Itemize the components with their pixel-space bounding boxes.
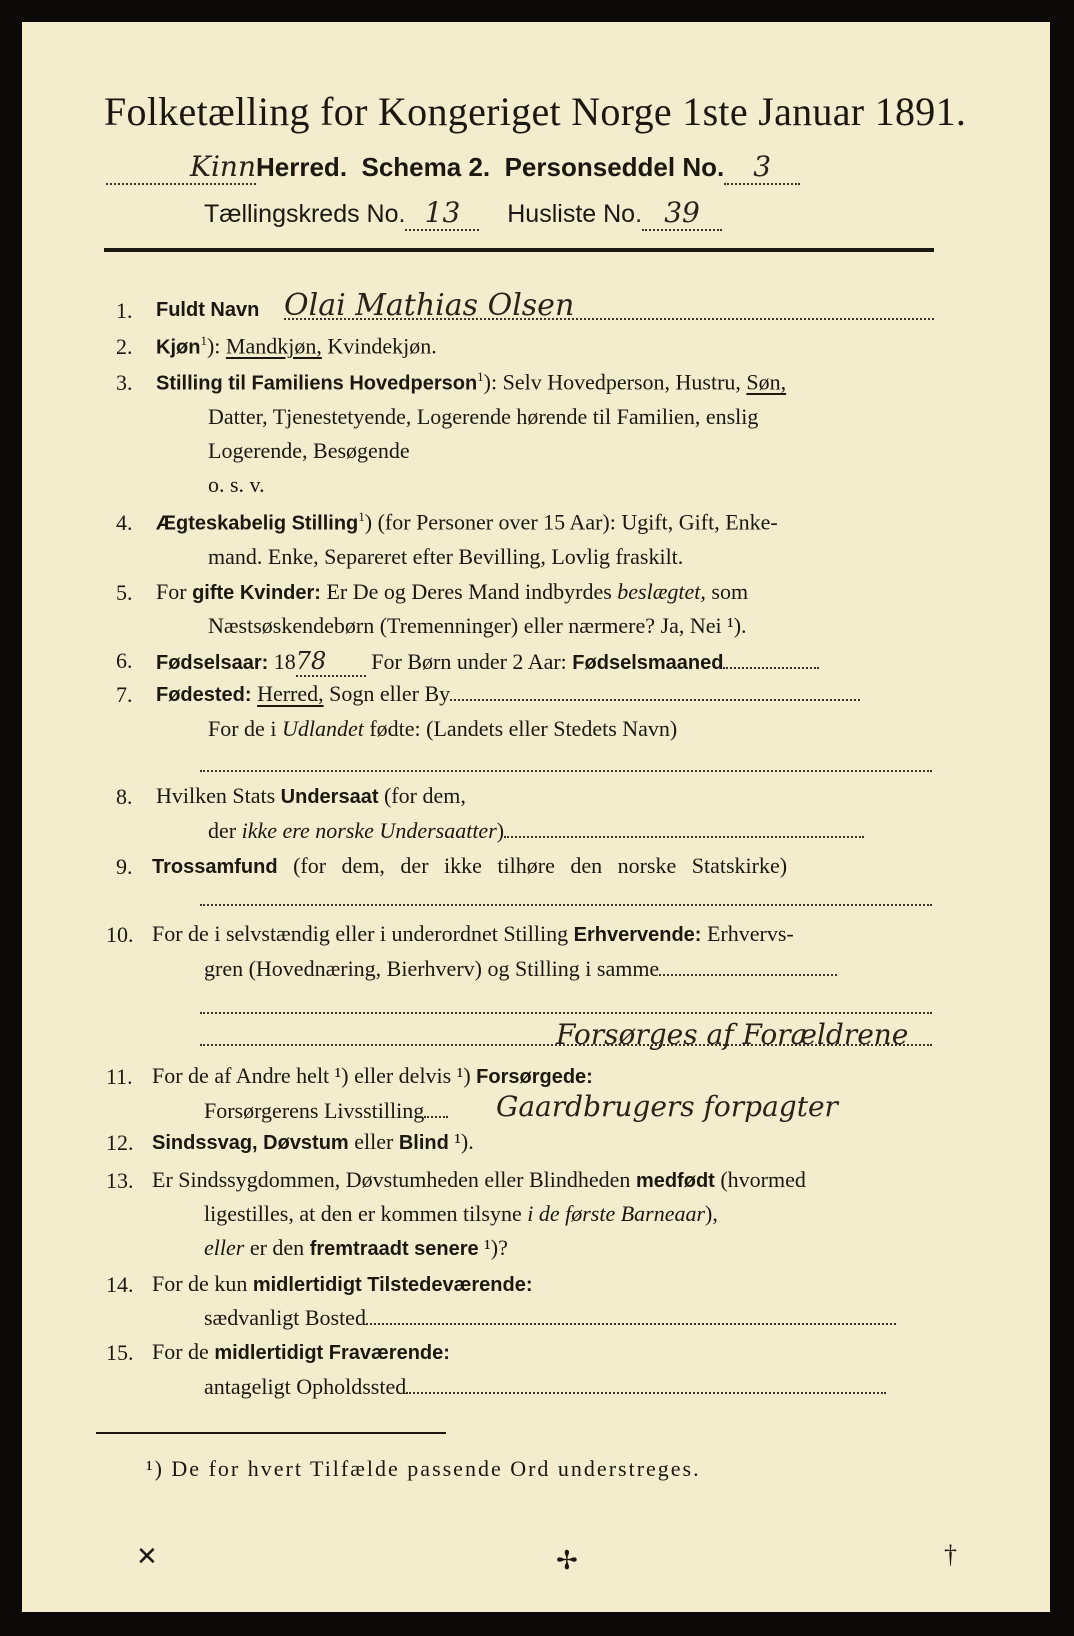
personseddel-label: Personseddel No. [504, 152, 725, 182]
q8-dotted [504, 836, 864, 838]
form-subheader [106, 150, 800, 185]
q15-dotted [406, 1392, 886, 1394]
q12-text-a: eller [348, 1129, 399, 1154]
husliste-value: 39 [642, 196, 722, 231]
q7-text: Sogn eller By [323, 681, 451, 706]
q3-row [156, 369, 786, 395]
q15-line2 [204, 1374, 886, 1400]
q11-text-a: For de af Andre helt ¹) eller delvis ¹) [152, 1063, 477, 1088]
q2-number: 2. [116, 334, 133, 359]
q13-text-b: (hvormed [714, 1167, 806, 1192]
q1-label: Fuldt Navn [156, 299, 260, 321]
kreds-label: Tællingskreds No. [204, 200, 406, 228]
q2-option-kvindekjon: Kvindekjøn. [321, 333, 437, 359]
q15-row [152, 1339, 450, 1365]
form-kreds-line [204, 196, 722, 231]
q13-line2-b: ), [705, 1201, 718, 1226]
q5-row [156, 579, 748, 605]
q13-number: 13. [106, 1168, 134, 1193]
q1-name-value: Olai Mathias Olsen [284, 288, 575, 323]
husliste-label: Husliste No. [507, 200, 643, 228]
q13-line2-a: ligestilles, at den er kommen tilsyne [204, 1201, 528, 1226]
q11-handwritten-value: Gaardbrugers forpagter [496, 1090, 838, 1123]
q12-label: Sindssvag, Døvstum [152, 1132, 349, 1154]
q13-line2 [204, 1201, 718, 1227]
q10-line2 [204, 956, 837, 982]
q8-row [156, 783, 466, 809]
q1-number: 1. [116, 298, 133, 323]
q7-line2-b: fødte: (Landets eller Stedets Navn) [363, 716, 678, 741]
q8-text-b: (for dem, [378, 783, 466, 808]
q13-row [152, 1167, 806, 1193]
q14-label: midlertidigt Tilstedeværende: [252, 1274, 533, 1296]
q4-label: Ægteskabelig Stilling [156, 512, 359, 535]
q7-option-herred: Herred, [257, 681, 324, 706]
q1-row [156, 296, 259, 322]
q9-dotted-line [200, 904, 932, 906]
q4-line2: mand. Enke, Separeret efter Bevilling, Lovlig fraskilt. [208, 544, 684, 569]
q11-row [152, 1063, 593, 1089]
q2-footnote-mark: 1 [200, 333, 207, 348]
q7-dotted-line2 [200, 770, 932, 772]
q4-text: ) (for Personer over 15 Aar): Ugift, Gift, Enke- [364, 509, 778, 535]
q10-line2-text: gren (Hovednæring, Bierhverv) og Stilling i samme [204, 956, 660, 981]
schema-label: Schema 2. [361, 152, 491, 182]
personseddel-value: 3 [724, 150, 800, 185]
q7-row [156, 681, 860, 707]
header-rule [104, 248, 934, 252]
ink-mark-center-icon: ✢ [556, 1546, 578, 1575]
q13-line3-italic: eller [204, 1235, 245, 1260]
q14-line2 [204, 1305, 896, 1331]
q12-number: 12. [106, 1130, 134, 1155]
q13-text-a: Er Sindssygdommen, Døvstumheden eller Blindheden [152, 1167, 636, 1192]
q4-number: 4. [116, 510, 133, 535]
q13-label: medfødt [635, 1170, 715, 1192]
q7-number: 7. [116, 682, 133, 707]
q1-dotted-line [284, 318, 934, 320]
q2-text: ): [206, 333, 226, 359]
q12-text-b: ¹). [448, 1129, 474, 1154]
q10-text-b: Erhvervs- [701, 921, 794, 946]
form-title: Folketælling for Kongeriget Norge 1ste Januar 1891. [104, 89, 967, 134]
q10-number: 10. [106, 922, 134, 947]
q10-dotted [659, 974, 837, 976]
q11-line2-text: Forsørgerens Livsstilling [204, 1098, 425, 1123]
q14-dotted [366, 1323, 896, 1325]
q10-row [152, 921, 794, 947]
q7-line2 [208, 716, 677, 742]
q8-label: Undersaat [280, 786, 379, 808]
q9-text: (for dem, der ikke tilhøre den norske Statskirke) [277, 853, 788, 878]
ink-mark-left-icon: ✕ [136, 1542, 158, 1571]
q12-row [152, 1129, 474, 1155]
q15-number: 15. [106, 1340, 134, 1365]
q15-line2-text: antageligt Opholdssted [204, 1374, 407, 1399]
q5-line2: Næstsøskendebørn (Tremenninger) eller nærmere? Ja, Nei ¹). [208, 613, 747, 638]
q3-line3: Logerende, Besøgende [208, 438, 410, 463]
q6-number: 6. [116, 648, 133, 673]
q10-handwritten-value: Forsørges af Forældrene [556, 1018, 909, 1051]
herred-label: Herred. [256, 152, 348, 182]
q5-text: Er De og Deres Mand indbyrdes [320, 579, 618, 604]
q3-footnote-mark: 1 [477, 369, 484, 384]
q3-text: ): Selv Hovedperson, Hustru, [483, 369, 747, 395]
q13-line3-b: ¹)? [478, 1235, 508, 1260]
q7-line2-italic: Udlandet [281, 716, 364, 741]
footnote-rule [96, 1432, 446, 1434]
q13-line3 [204, 1235, 508, 1261]
q15-label: midlertidigt Fraværende: [214, 1342, 450, 1364]
q3-line2: Datter, Tjenestetyende, Logerende hørende til Familien, enslig [208, 404, 759, 429]
q10-dotted-line2 [200, 1012, 932, 1014]
q11-line2 [204, 1098, 448, 1124]
q3-option-son: Søn, [746, 369, 787, 395]
q11-number: 11. [106, 1064, 133, 1089]
q4-footnote-mark: 1 [358, 509, 365, 524]
q8-line2-b: ) [496, 818, 505, 843]
q6-label-month: Fødselsmaaned [572, 652, 724, 674]
ink-mark-right-icon: † [944, 1540, 957, 1569]
q14-line2-text: sædvanligt Bosted [204, 1305, 366, 1330]
q14-number: 14. [106, 1272, 134, 1297]
q9-number: 9. [116, 854, 133, 879]
q7-label: Fødested: [156, 684, 252, 706]
q13-line2-italic: i de første Barneaar [527, 1201, 706, 1226]
q6-label: Fødselsaar: [156, 652, 269, 674]
q2-option-mandkjon: Mandkjøn, [225, 333, 322, 359]
q10-label: Erhvervende: [573, 924, 702, 946]
q14-text-a: For de kun [152, 1271, 253, 1296]
q2-row [156, 333, 437, 359]
q5-italic-text: beslægtet, [617, 579, 706, 604]
q12-label-blind: Blind [398, 1132, 449, 1154]
q15-text-a: For de [152, 1339, 215, 1364]
q6-year-value: 78 [296, 647, 366, 677]
q2-label: Kjøn [156, 336, 201, 359]
q7-line2-a: For de i [208, 716, 282, 741]
herred-value: Kinn [106, 150, 256, 185]
q5-text-b: som [705, 579, 749, 604]
q8-line2 [208, 818, 864, 844]
q7-dotted [450, 699, 860, 701]
q11-label: Forsørgede: [476, 1066, 593, 1088]
q5-number: 5. [116, 580, 133, 605]
kreds-value: 13 [405, 196, 479, 231]
q11-dotted [424, 1116, 448, 1118]
q14-row [152, 1271, 533, 1297]
q9-label: Trossamfund [152, 856, 278, 878]
q6-row [156, 647, 819, 677]
q10-text-a: For de i selvstændig eller i underordnet Stilling [152, 921, 574, 946]
q4-row [156, 509, 778, 535]
footnote: ¹) De for hvert Tilfælde passende Ord understreges. [146, 1456, 701, 1481]
q6-text: For Børn under 2 Aar: [365, 649, 573, 674]
q8-line2-italic: ikke ere norske Undersaatter [241, 818, 497, 843]
q8-text-a: Hvilken Stats [156, 783, 281, 808]
q3-label: Stilling til Familiens Hovedperson [156, 372, 478, 395]
q3-line4: o. s. v. [208, 472, 265, 497]
q5-text-pre: For [156, 579, 193, 604]
q5-label: gifte Kvinder: [192, 582, 321, 604]
q8-line2-a: der [208, 818, 242, 843]
q8-number: 8. [116, 784, 133, 809]
q6-year-prefix: 18 [268, 649, 296, 674]
q13-line3-a: er den [244, 1235, 310, 1260]
q9-row [152, 853, 787, 879]
q6-month-dotted [723, 667, 819, 669]
q3-number: 3. [116, 370, 133, 395]
q13-line3-bold: fremtraadt senere [309, 1238, 479, 1260]
